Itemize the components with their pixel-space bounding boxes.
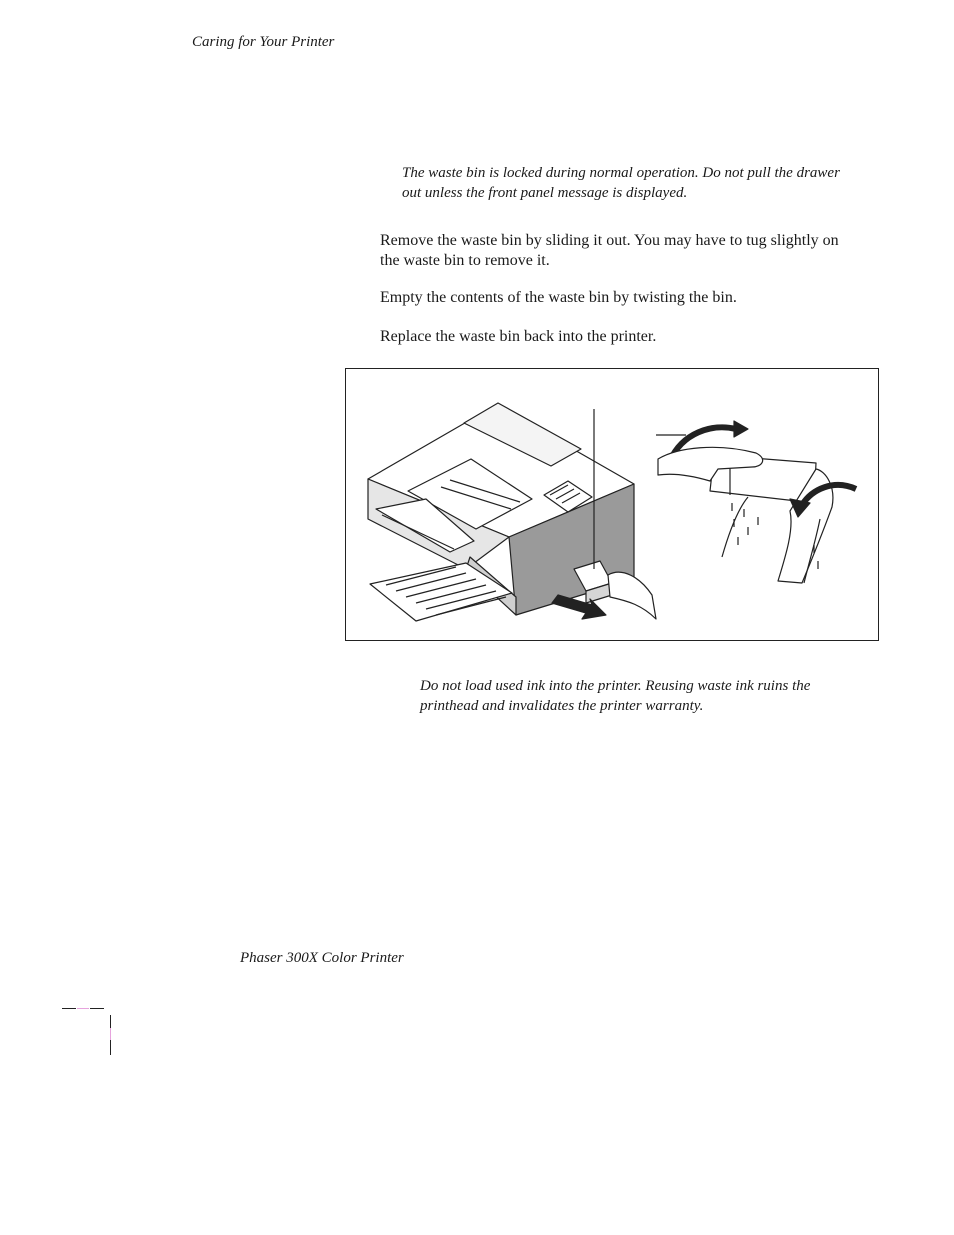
step-replace-bin: Replace the waste bin back into the printer. [380,328,657,345]
crop-mark-vertical [110,1015,111,1028]
running-header: Caring for Your Printer [192,34,335,50]
step-empty-bin: Empty the contents of the waste bin by twisting the bin. [380,289,737,306]
running-footer: Phaser 300X Color Printer [240,950,404,966]
crop-mark-vertical [110,1040,111,1055]
crop-mark-horizontal [62,1008,76,1009]
waste-bin-illustration [346,369,878,640]
caution-note-reuse: Do not load used ink into the printer. Reusing waste ink ruins the printhead and invalidates the printer warranty. [420,678,811,714]
caution-note-locked: The waste bin is locked during normal operation. Do not pull the drawer out unless the front panel message is displayed. [402,165,840,201]
step-remove-bin: Remove the waste bin by sliding it out. You may have to tug slightly on the waste bin to remove it. [380,232,839,269]
crop-mark-horizontal [90,1008,104,1009]
waste-bin-figure [345,368,879,641]
printer-illustration [368,403,656,621]
crop-mark-horizontal-accent [77,1008,89,1009]
crop-mark-vertical-accent [110,1028,111,1040]
waste-bin-hands-illustration [656,421,856,583]
